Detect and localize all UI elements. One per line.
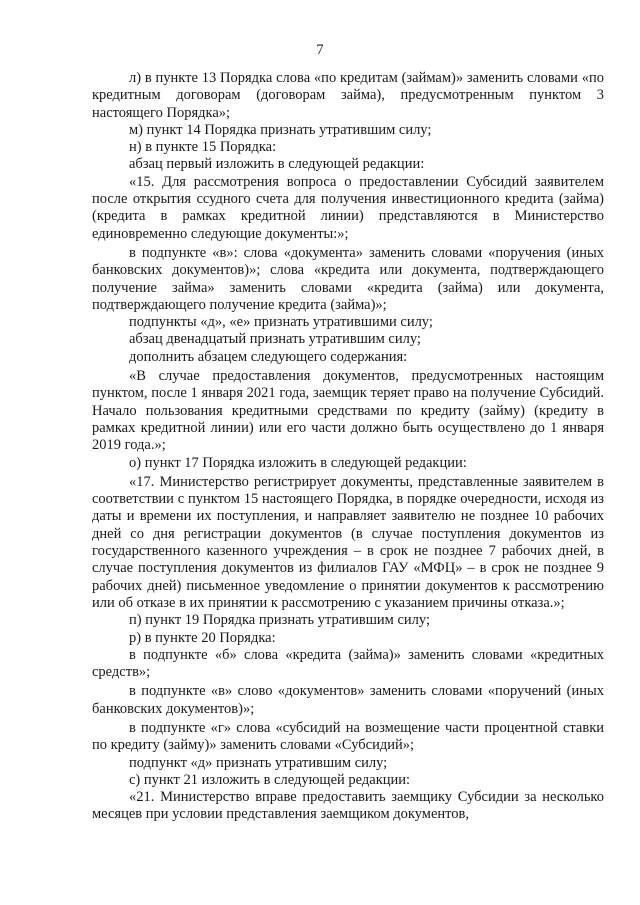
paragraph: с) пункт 21 изложить в следующей редакции: [129, 771, 411, 788]
paragraph: о) пункт 17 Порядка изложить в следующей редакции: [129, 454, 467, 471]
paragraph: в подпункте «г» слова «субсидий на возмещение части процентной ставки по кредиту (займу)» заменить словами «Субсидий»; [92, 719, 604, 754]
paragraph: «21. Министерство вправе предоставить заемщику Субсидии за несколько месяцев при условии представления заемщиком документов, [92, 789, 604, 823]
paragraph: «17. Министерство регистрирует документы, представленные заявителем в соответствии с пунктом 15 настоящего Порядка, в порядке очередности, исходя из даты и времени их поступления, и направляет заявителю не позднее 10 рабочих дней со дня регистрации документов (в случае поступления документов из государственного казенного учреждения – в срок не позднее 7 рабочих дней, в случае поступления документов из филиалов ГАУ «МФЦ» – в срок не позднее 9 рабочих дней) письменное уведомление о принятии документов к рассмотрению или об отказе в их принятии к рассмотрению с указанием причины отказа.»; [92, 473, 604, 611]
paragraph: подпункты «д», «е» признать утратившими силу; [129, 314, 433, 331]
paragraph: в подпункте «б» слова «кредита (займа)» заменить словами «кредитных средств»; [92, 646, 604, 681]
paragraph: р) в пункте 20 Порядка: [129, 629, 276, 646]
paragraph: дополнить абзацем следующего содержания: [129, 348, 408, 365]
paragraph: в подпункте «в» слово «документов» заменить словами «поручений (иных банковских документов)»; [92, 683, 604, 717]
paragraph: «15. Для рассмотрения вопроса о предоставлении Субсидий заявителем после открытия ссудного счета для получения инвестиционного кредита (займа) (кредита в рамках кредитной линии) представляются в Министерство единовременно следующие документы:»; [92, 173, 604, 242]
paragraph: л) в пункте 13 Порядка слова «по кредитам (займам)» заменить словами «по кредитным договорам (договорам займа), предусмотренным пунктом 3 настоящего Порядка»; [92, 70, 604, 121]
paragraph: м) пункт 14 Порядка признать утратившим силу; [129, 121, 432, 138]
paragraph: п) пункт 19 Порядка признать утратившим силу; [129, 612, 430, 629]
paragraph: абзац первый изложить в следующей редакции: [129, 156, 425, 173]
paragraph: «В случае предоставления документов, предусмотренных настоящим пунктом, после 1 января 2021 года, заемщик теряет право на получение Субсидий. Начало пользования кредитными средствами по кредиту (займу) (кредиту в рамках кредитной линии) или его части должно быть осуществлено до 1 января 2019 года.»; [92, 368, 604, 454]
page-number: 7 [316, 42, 324, 58]
paragraph: абзац двенадцатый признать утратившим силу; [129, 331, 421, 348]
document-body [92, 70, 604, 824]
paragraph: в подпункте «в»: слова «документа» заменить словами «поручения (иных банковских документов)»; слова «кредита или документа, подтверждающего получение займа» заменить словами «кредита (займа) или документа, подтверждающего получение кредита (займа)»; [92, 244, 604, 313]
paragraph: н) в пункте 15 Порядка: [129, 139, 277, 156]
paragraph: подпункт «д» признать утратившим силу; [129, 754, 388, 771]
